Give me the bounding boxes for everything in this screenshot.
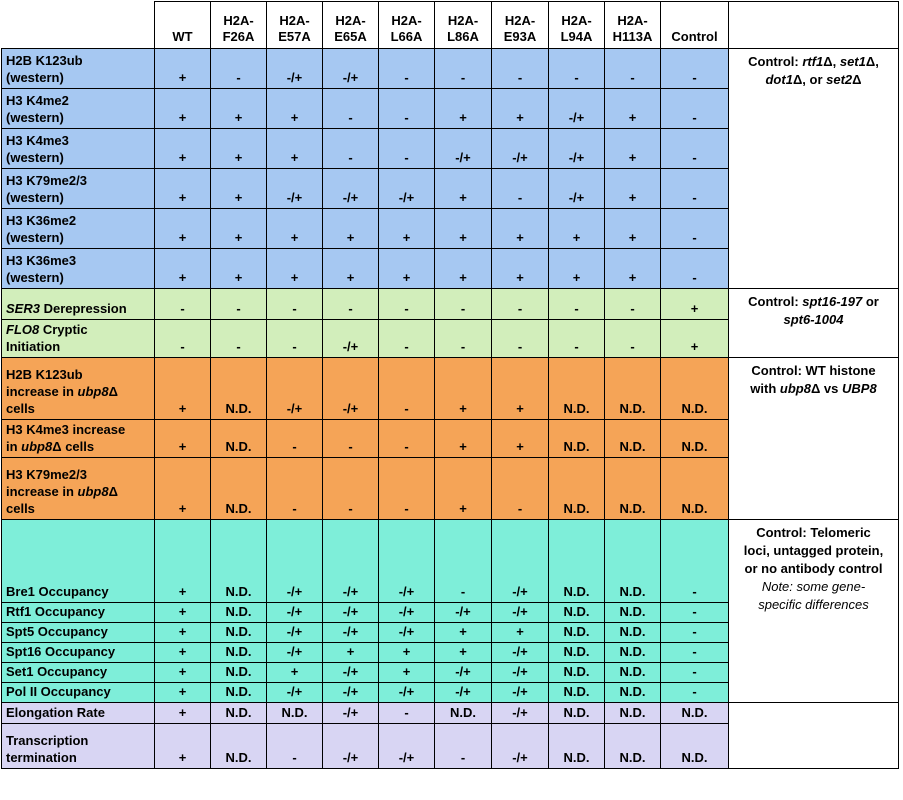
result-cell: -/+	[323, 623, 379, 643]
gene-name: ubp8	[77, 484, 109, 499]
result-cell: N.D.	[605, 358, 661, 420]
result-cell: -/+	[492, 663, 549, 683]
result-cell: +	[435, 643, 492, 663]
col-header-l66a: H2A- L66A	[379, 2, 435, 49]
row-label-text: cells	[6, 401, 35, 416]
result-cell: -	[435, 320, 492, 358]
result-cell: -	[323, 420, 379, 458]
result-cell: N.D.	[661, 458, 729, 520]
result-cell: +	[267, 129, 323, 169]
result-cell: N.D.	[549, 623, 605, 643]
result-cell: +	[267, 249, 323, 289]
row-label-text: in	[6, 439, 22, 454]
result-cell: -/+	[323, 703, 379, 724]
col-header-e93a: H2A- E93A	[492, 2, 549, 49]
result-cell: +	[155, 703, 211, 724]
result-cell: +	[492, 89, 549, 129]
control-text: or	[865, 294, 879, 309]
result-cell: N.D.	[605, 663, 661, 683]
result-cell: N.D.	[211, 420, 267, 458]
result-cell: +	[155, 249, 211, 289]
row-label-text: H2B K123ub	[6, 53, 83, 68]
result-cell: -/+	[492, 683, 549, 703]
table-row	[2, 49, 899, 89]
result-cell: +	[661, 289, 729, 320]
table-body	[2, 49, 899, 769]
result-cell: N.D.	[549, 663, 605, 683]
control-note: Note: some gene- specific differences	[758, 579, 869, 612]
result-cell: -	[605, 289, 661, 320]
result-cell: -	[435, 289, 492, 320]
result-cell: N.D.	[549, 643, 605, 663]
control-text: Δ,	[823, 54, 840, 69]
table-row	[2, 289, 899, 320]
gene-name: spt6-1004	[783, 312, 844, 327]
result-cell: -	[661, 129, 729, 169]
result-cell: -	[379, 289, 435, 320]
result-cell: N.D.	[267, 703, 323, 724]
result-cell: N.D.	[661, 420, 729, 458]
result-cell: N.D.	[211, 703, 267, 724]
result-cell: +	[435, 623, 492, 643]
result-cell: -	[211, 289, 267, 320]
row-label	[2, 703, 155, 724]
row-label-text: H3 K4me3 increase	[6, 422, 126, 437]
row-label-text: (western)	[6, 190, 64, 205]
row-label	[2, 420, 155, 458]
result-cell: N.D.	[605, 683, 661, 703]
result-cell: -/+	[379, 724, 435, 769]
result-cell: +	[155, 169, 211, 209]
result-cell: +	[379, 249, 435, 289]
result-cell: -/+	[267, 169, 323, 209]
result-cell: +	[323, 209, 379, 249]
corner-cell	[2, 2, 155, 49]
result-cell: N.D.	[661, 703, 729, 724]
gene-name: FLO8	[6, 322, 40, 337]
col-header-e65a: H2A- E65A	[323, 2, 379, 49]
result-cell: -/+	[379, 603, 435, 623]
row-label	[2, 358, 155, 420]
row-label-text: H3 K4me3	[6, 133, 69, 148]
result-cell: -	[605, 49, 661, 89]
row-label-text: H3 K36me3	[6, 253, 77, 268]
result-cell: -	[379, 320, 435, 358]
row-label-text: H3 K4me2	[6, 93, 69, 108]
gene-name: set1	[839, 54, 866, 69]
result-cell: N.D.	[435, 703, 492, 724]
result-cell: N.D.	[605, 703, 661, 724]
result-cell: -/+	[379, 683, 435, 703]
gene-name: set2	[826, 72, 853, 87]
row-label-text: cells	[6, 501, 35, 516]
result-cell: -/+	[549, 89, 605, 129]
result-cell: N.D.	[605, 458, 661, 520]
row-label	[2, 663, 155, 683]
row-label-text: (western)	[6, 110, 64, 125]
result-cell: +	[605, 169, 661, 209]
result-cell: -/+	[323, 603, 379, 623]
result-cell: +	[549, 249, 605, 289]
result-cell: -/+	[267, 603, 323, 623]
result-cell: -	[661, 209, 729, 249]
result-cell: -	[267, 458, 323, 520]
result-cell: +	[155, 623, 211, 643]
result-cell: N.D.	[211, 623, 267, 643]
result-cell: N.D.	[661, 724, 729, 769]
result-cell: -/+	[323, 169, 379, 209]
result-cell: +	[379, 663, 435, 683]
result-cell: +	[435, 420, 492, 458]
result-cell: -	[492, 320, 549, 358]
result-cell: N.D.	[549, 420, 605, 458]
result-cell: -	[379, 458, 435, 520]
result-cell: -	[155, 320, 211, 358]
result-cell: N.D.	[549, 603, 605, 623]
row-label-text: Δ	[108, 384, 118, 399]
result-cell: -/+	[492, 643, 549, 663]
result-cell: +	[155, 663, 211, 683]
col-header-f26a: H2A- F26A	[211, 2, 267, 49]
gene-name: ubp8	[21, 439, 53, 454]
result-cell: -	[492, 289, 549, 320]
control-text: Control: WT histone with	[750, 363, 876, 396]
row-label-text: Rtf1 Occupancy	[6, 604, 105, 619]
result-cell: +	[492, 420, 549, 458]
row-label	[2, 289, 155, 320]
row-label-text: (western)	[6, 230, 64, 245]
result-cell: +	[605, 129, 661, 169]
result-cell: N.D.	[605, 724, 661, 769]
result-cell: +	[435, 458, 492, 520]
control-text: Control:	[748, 294, 803, 309]
header-row	[2, 2, 899, 49]
result-cell: -/+	[267, 358, 323, 420]
result-cell: -	[661, 643, 729, 663]
gene-name: ubp8	[77, 384, 109, 399]
result-cell: -	[435, 49, 492, 89]
row-label-text: H3 K79me2/3	[6, 467, 87, 482]
row-label-text: (western)	[6, 70, 64, 85]
result-cell: +	[435, 169, 492, 209]
result-cell: -	[379, 420, 435, 458]
result-cell: -	[323, 289, 379, 320]
result-cell: +	[379, 209, 435, 249]
control-text: Δ,	[865, 54, 879, 69]
row-label	[2, 129, 155, 169]
result-cell: +	[492, 358, 549, 420]
row-label-text: increase in	[6, 384, 78, 399]
row-label	[2, 209, 155, 249]
result-cell: -	[435, 520, 492, 603]
result-cell: -/+	[323, 49, 379, 89]
result-cell: N.D.	[605, 623, 661, 643]
col-header-l94a: H2A- L94A	[549, 2, 605, 49]
result-cell: -/+	[492, 703, 549, 724]
result-cell: +	[492, 209, 549, 249]
result-cell: -	[549, 289, 605, 320]
result-cell: +	[492, 623, 549, 643]
row-label-text: Spt16 Occupancy	[6, 644, 116, 659]
row-label-text: Bre1 Occupancy	[6, 584, 109, 599]
row-label-text: Set1 Occupancy	[6, 664, 108, 679]
result-cell: -/+	[435, 129, 492, 169]
result-cell: +	[155, 129, 211, 169]
result-cell: -	[379, 89, 435, 129]
row-label	[2, 249, 155, 289]
result-cell: -	[267, 724, 323, 769]
result-cell: -/+	[267, 49, 323, 89]
result-cell: +	[435, 249, 492, 289]
gene-name: ubp8	[779, 381, 811, 396]
result-cell: -	[211, 320, 267, 358]
result-cell: N.D.	[211, 520, 267, 603]
result-cell: -	[379, 129, 435, 169]
col-header-control: Control	[661, 2, 729, 49]
result-cell: +	[155, 643, 211, 663]
result-cell: +	[155, 420, 211, 458]
result-cell: +	[435, 89, 492, 129]
table-row	[2, 703, 899, 724]
result-cell: -/+	[549, 129, 605, 169]
result-cell: -	[661, 89, 729, 129]
result-cell: -/+	[267, 623, 323, 643]
result-cell: -	[661, 603, 729, 623]
result-cell: -	[323, 89, 379, 129]
col-header-l86a: H2A- L86A	[435, 2, 492, 49]
row-label-text: Derepression	[39, 301, 127, 316]
row-label-text: (western)	[6, 150, 64, 165]
result-cell: -/+	[492, 724, 549, 769]
result-cell: +	[661, 320, 729, 358]
result-cell: +	[155, 209, 211, 249]
result-cell: +	[211, 169, 267, 209]
result-cell: +	[155, 724, 211, 769]
row-label-text: (western)	[6, 270, 64, 285]
result-cell: -	[549, 49, 605, 89]
control-description	[729, 358, 899, 520]
result-cell: N.D.	[549, 458, 605, 520]
result-cell: -	[661, 249, 729, 289]
result-cell: +	[211, 129, 267, 169]
result-cell: -	[661, 520, 729, 603]
control-text: Δ	[852, 72, 862, 87]
result-cell: N.D.	[211, 643, 267, 663]
control-text: Control:	[748, 54, 803, 69]
result-cell: N.D.	[211, 603, 267, 623]
row-label-text: Pol II Occupancy	[6, 684, 111, 699]
result-cell: +	[211, 89, 267, 129]
result-cell: -	[155, 289, 211, 320]
result-cell: +	[605, 89, 661, 129]
result-cell: N.D.	[549, 683, 605, 703]
result-cell: N.D.	[211, 358, 267, 420]
result-cell: -/+	[435, 663, 492, 683]
result-cell: N.D.	[549, 703, 605, 724]
result-cell: +	[155, 603, 211, 623]
result-cell: +	[605, 209, 661, 249]
col-header-h113a: H2A- H113A	[605, 2, 661, 49]
result-cell: +	[267, 209, 323, 249]
row-label	[2, 49, 155, 89]
result-cell: N.D.	[605, 520, 661, 603]
gene-name: dot1	[765, 72, 793, 87]
control-text: Δ vs	[810, 381, 842, 396]
result-cell: -	[661, 49, 729, 89]
row-label-text: H3 K36me2	[6, 213, 77, 228]
row-label-text: H3 K79me2/3	[6, 173, 87, 188]
result-cell: -/+	[492, 520, 549, 603]
gene-name: spt16-197	[802, 294, 863, 309]
result-cell: -	[492, 169, 549, 209]
result-cell: +	[155, 683, 211, 703]
gene-name: rtf1	[802, 54, 824, 69]
result-cell: +	[211, 249, 267, 289]
result-cell: +	[155, 89, 211, 129]
result-cell: N.D.	[549, 724, 605, 769]
result-cell: +	[155, 358, 211, 420]
result-cell: +	[605, 249, 661, 289]
result-cell: +	[549, 209, 605, 249]
table-row	[2, 520, 899, 603]
result-cell: -	[492, 458, 549, 520]
result-cell: -/+	[379, 520, 435, 603]
result-cell: -/+	[323, 683, 379, 703]
result-cell: +	[323, 249, 379, 289]
result-cell: -	[661, 663, 729, 683]
result-cell: -	[661, 623, 729, 643]
result-cell: -	[323, 458, 379, 520]
result-cell: -/+	[323, 663, 379, 683]
result-cell: -/+	[323, 520, 379, 603]
result-cell: +	[267, 89, 323, 129]
row-label-text: H2B K123ub	[6, 367, 83, 382]
result-cell: N.D.	[605, 603, 661, 623]
result-cell: -/+	[379, 169, 435, 209]
row-label-text: increase in	[6, 484, 78, 499]
result-cell: -	[267, 420, 323, 458]
row-label	[2, 458, 155, 520]
result-cell: -	[379, 358, 435, 420]
result-cell: N.D.	[549, 520, 605, 603]
result-cell: +	[155, 49, 211, 89]
result-cell: -	[661, 683, 729, 703]
col-header-notes	[729, 2, 899, 49]
result-cell: -/+	[267, 683, 323, 703]
result-cell: -/+	[435, 603, 492, 623]
result-cell: N.D.	[211, 458, 267, 520]
control-description	[729, 520, 899, 703]
result-cell: -	[379, 703, 435, 724]
result-cell: -	[323, 129, 379, 169]
row-label-text: Cryptic	[39, 322, 88, 337]
result-cell: -/+	[379, 623, 435, 643]
col-header-wt: WT	[155, 2, 211, 49]
result-cell: -	[267, 320, 323, 358]
histone-mutant-phenotype-table	[1, 1, 899, 769]
row-label	[2, 320, 155, 358]
row-label	[2, 520, 155, 603]
result-cell: +	[267, 663, 323, 683]
row-label	[2, 643, 155, 663]
result-cell: +	[435, 209, 492, 249]
row-label	[2, 89, 155, 129]
result-cell: -/+	[323, 320, 379, 358]
col-header-e57a: H2A- E57A	[267, 2, 323, 49]
result-cell: +	[323, 643, 379, 663]
result-cell: -	[267, 289, 323, 320]
row-label	[2, 169, 155, 209]
result-cell: -/+	[323, 724, 379, 769]
result-cell: N.D.	[211, 724, 267, 769]
result-cell: -	[435, 724, 492, 769]
gene-name: SER3	[6, 301, 40, 316]
result-cell: N.D.	[605, 420, 661, 458]
result-cell: +	[492, 249, 549, 289]
control-text: Δ, or	[792, 72, 827, 87]
gene-name: UBP8	[842, 381, 877, 396]
result-cell: -	[379, 49, 435, 89]
result-cell: -/+	[267, 520, 323, 603]
row-label-text: Δ cells	[52, 439, 95, 454]
result-cell: -/+	[492, 129, 549, 169]
row-label-text: Initiation	[6, 339, 61, 354]
row-label	[2, 683, 155, 703]
row-label-text: Transcription	[6, 733, 89, 748]
control-text: Control: Telomeric loci, untagged protein, or no antibody control	[743, 525, 884, 576]
control-description	[729, 703, 899, 769]
result-cell: -	[492, 49, 549, 89]
table-row	[2, 358, 899, 420]
row-label	[2, 724, 155, 769]
row-label-text: termination	[6, 750, 77, 765]
result-cell: -	[661, 169, 729, 209]
result-cell: N.D.	[661, 358, 729, 420]
result-cell: N.D.	[549, 358, 605, 420]
result-cell: +	[435, 358, 492, 420]
result-cell: -	[211, 49, 267, 89]
result-cell: +	[155, 458, 211, 520]
result-cell: -	[549, 320, 605, 358]
row-label-text: Δ	[108, 484, 118, 499]
row-label	[2, 623, 155, 643]
result-cell: -/+	[267, 643, 323, 663]
result-cell: N.D.	[211, 683, 267, 703]
result-cell: -/+	[492, 603, 549, 623]
result-cell: -/+	[435, 683, 492, 703]
result-cell: -/+	[549, 169, 605, 209]
result-cell: N.D.	[605, 643, 661, 663]
result-cell: N.D.	[211, 663, 267, 683]
result-cell: +	[155, 520, 211, 603]
control-description	[729, 289, 899, 358]
result-cell: -/+	[323, 358, 379, 420]
row-label-text: Elongation Rate	[6, 705, 105, 720]
row-label-text: Spt5 Occupancy	[6, 624, 108, 639]
control-description	[729, 49, 899, 289]
result-cell: +	[379, 643, 435, 663]
result-cell: -	[605, 320, 661, 358]
row-label	[2, 603, 155, 623]
result-cell: +	[211, 209, 267, 249]
